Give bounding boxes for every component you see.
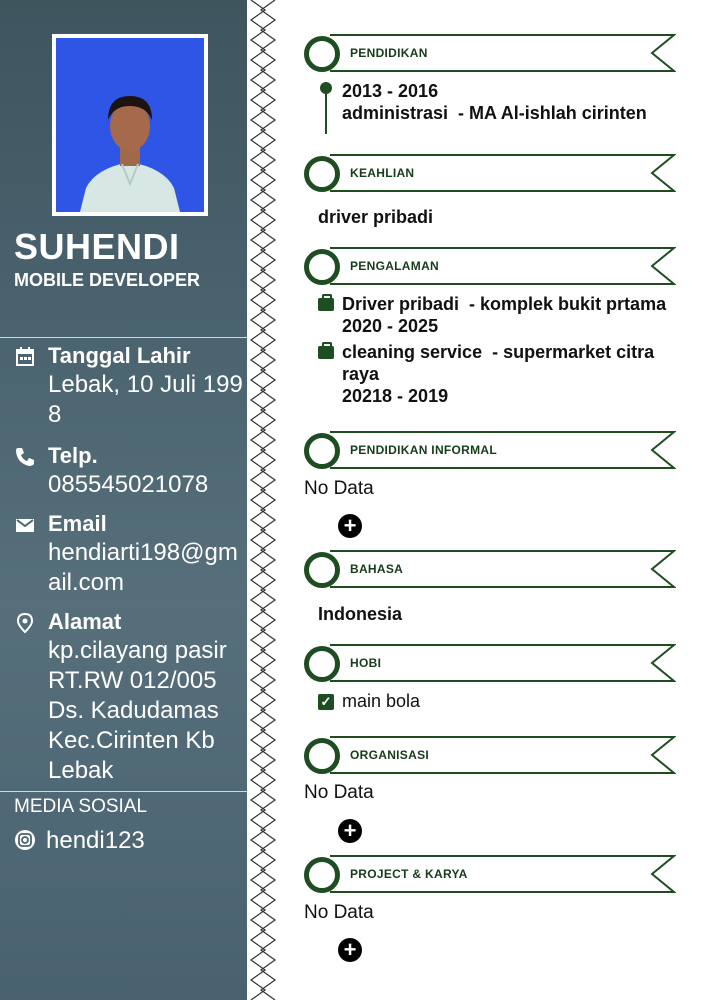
briefcase-icon xyxy=(318,298,334,311)
section-circle-icon xyxy=(304,433,340,469)
sidebar xyxy=(0,0,247,1000)
sidebar-divider xyxy=(0,337,247,338)
section-circle-icon xyxy=(304,646,340,682)
section-header-informal-education xyxy=(302,431,676,471)
email-label: Email xyxy=(48,511,107,536)
section-title: ORGANISASI xyxy=(350,748,430,762)
add-organization-button[interactable]: + xyxy=(338,819,362,843)
section-circle-icon xyxy=(304,156,340,192)
phone-info xyxy=(14,442,246,500)
ribbon-shape xyxy=(330,644,676,682)
section-header-skills xyxy=(302,154,676,194)
email-value[interactable]: hendiarti198@gmail.com xyxy=(48,539,238,596)
profile-photo-frame xyxy=(52,34,208,216)
experience-item-title: Driver pribadi - komplek bukit prtama xyxy=(342,294,667,314)
add-project-button[interactable]: + xyxy=(338,938,362,962)
address-value: kp.cilayang pasir RT.RW 012/005 Ds. Kadudamas Kec.Cirinten Kb Lebak xyxy=(48,637,227,784)
empty-state-text: No Data xyxy=(304,902,374,923)
checkbox-icon: ✓ xyxy=(318,694,334,710)
address-label: Alamat xyxy=(48,609,122,634)
profile-role: MOBILE DEVELOPER xyxy=(14,270,201,290)
section-header-experience xyxy=(302,247,676,287)
experience-item-years: 20218 - 2019 xyxy=(342,386,449,406)
social-media-title: MEDIA SOSIAL xyxy=(14,796,148,817)
section-title: PENDIDIKAN INFORMAL xyxy=(350,443,498,457)
address-info xyxy=(14,608,246,786)
skill-item: driver pribadi xyxy=(318,207,434,227)
birth-value: Lebak, 10 Juli 1998 xyxy=(48,371,243,428)
language-item: Indonesia xyxy=(318,604,403,624)
phone-label: Telp. xyxy=(48,443,98,468)
section-header-organization xyxy=(302,736,676,776)
decorative-zigzag xyxy=(247,0,283,1000)
profile-photo xyxy=(56,38,204,212)
section-title: BAHASA xyxy=(350,562,404,576)
section-header-education xyxy=(302,34,676,74)
section-circle-icon xyxy=(304,36,340,72)
empty-state-text: No Data xyxy=(304,478,374,499)
section-header-projects xyxy=(302,855,676,895)
instagram-item[interactable] xyxy=(14,826,145,856)
hobby-item: main bola xyxy=(342,691,421,711)
education-detail: administrasi - MA Al-ishlah cirinten xyxy=(342,103,647,123)
location-pin-icon xyxy=(14,612,36,634)
section-circle-icon xyxy=(304,738,340,774)
section-circle-icon xyxy=(304,857,340,893)
section-circle-icon xyxy=(304,249,340,285)
section-header-language xyxy=(302,550,676,590)
section-circle-icon xyxy=(304,552,340,588)
briefcase-icon xyxy=(318,346,334,359)
section-title: KEAHLIAN xyxy=(350,166,415,180)
experience-item-years: 2020 - 2025 xyxy=(342,316,439,336)
experience-item-title-cont: raya xyxy=(342,364,380,384)
profile-name: SUHENDI xyxy=(14,226,180,267)
birth-label: Tanggal Lahir xyxy=(48,343,191,368)
add-informal-education-button[interactable]: + xyxy=(338,514,362,538)
instagram-handle: hendi123 xyxy=(46,827,145,854)
instagram-icon xyxy=(14,829,36,851)
section-title: HOBI xyxy=(350,656,382,670)
email-info xyxy=(14,510,246,598)
section-title: PROJECT & KARYA xyxy=(350,867,468,881)
section-title: PENGALAMAN xyxy=(350,259,439,273)
email-icon xyxy=(14,514,36,536)
phone-icon xyxy=(14,446,36,468)
timeline-dot-icon xyxy=(318,80,334,136)
calendar-icon xyxy=(14,346,36,368)
education-years: 2013 - 2016 xyxy=(342,81,439,101)
phone-value[interactable]: 085545021078 xyxy=(48,471,209,498)
experience-item-title: cleaning service - supermarket citra xyxy=(342,342,655,362)
empty-state-text: No Data xyxy=(304,782,374,803)
sidebar-divider xyxy=(0,791,247,792)
section-title: PENDIDIKAN xyxy=(350,46,428,60)
section-header-hobby xyxy=(302,644,676,684)
birth-info xyxy=(14,342,246,430)
